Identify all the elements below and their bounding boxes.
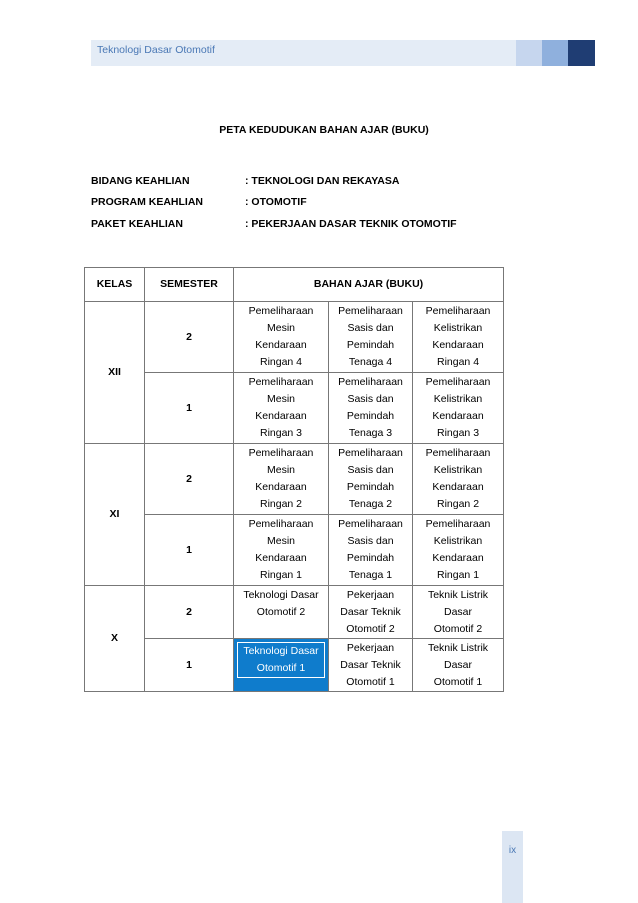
- info-label: PAKET KEAHLIAN: [91, 218, 183, 230]
- book-cell: [234, 302, 329, 373]
- table-row: [85, 515, 504, 586]
- book-cell: [413, 515, 504, 586]
- header-kelas: KELAS: [85, 268, 145, 302]
- book-cell: [234, 639, 329, 692]
- book-title-line: Ringan 3: [437, 427, 480, 439]
- table-header-row: [85, 268, 504, 302]
- info-value: : TEKNOLOGI DAN REKAYASA: [245, 175, 400, 187]
- book-title-line: Pemeliharaan: [338, 376, 403, 388]
- header-semester: SEMESTER: [145, 268, 234, 302]
- book-title-line: Pemeliharaan: [248, 447, 314, 459]
- book-title-line: Ringan 2: [437, 498, 480, 510]
- book-title-line: Ringan 4: [437, 356, 480, 368]
- book-cell: [329, 444, 413, 515]
- book-cell: [413, 373, 504, 444]
- table-row: [85, 444, 504, 515]
- book-title-line: Dasar Teknik: [340, 659, 401, 671]
- book-title-line: Otomotif 2: [346, 623, 395, 635]
- book-cell: [329, 373, 413, 444]
- info-value: : OTOMOTIF: [245, 196, 307, 208]
- book-title-line: Kendaraan: [255, 481, 307, 493]
- book-title-line: Mesin: [266, 464, 295, 476]
- book-title-line: Pemeliharaan: [248, 376, 314, 388]
- page-number: ix: [508, 845, 517, 856]
- book-cell: [234, 373, 329, 444]
- kelas-cell: X: [85, 586, 145, 692]
- book-title-line: Mesin: [266, 322, 295, 334]
- book-title-line: Otomotif 2: [256, 606, 306, 618]
- book-cell: [329, 586, 413, 639]
- book-title-line: Kendaraan: [432, 552, 484, 564]
- book-title-line: Pemindah: [346, 339, 395, 351]
- book-title-line: Mesin: [266, 393, 295, 405]
- book-title-line: Teknik Listrik: [427, 589, 489, 601]
- book-title-line: Ringan 4: [259, 356, 303, 368]
- book-cell: [329, 515, 413, 586]
- book-title-line: Kelistrikan: [433, 393, 483, 405]
- book-title-line: Otomotif 1: [256, 662, 306, 674]
- book-title-line: Pemeliharaan: [425, 376, 491, 388]
- book-cell: [329, 302, 413, 373]
- book-title-line: Kelistrikan: [433, 322, 483, 334]
- semester-cell: 2: [145, 444, 234, 515]
- book-title-line: Otomotif 2: [433, 623, 483, 635]
- book-title-line: Otomotif 1: [346, 676, 395, 688]
- book-title-line: Pemeliharaan: [338, 305, 403, 317]
- info-label: BIDANG KEAHLIAN: [91, 175, 190, 187]
- header-accent-light: [516, 40, 542, 66]
- book-title-line: Otomotif 1: [433, 676, 483, 688]
- book-cell: [234, 444, 329, 515]
- table-row: [85, 302, 504, 373]
- header-bahan-ajar: BAHAN AJAR (BUKU): [234, 268, 504, 302]
- table-row: [85, 639, 504, 692]
- table-row: [85, 586, 504, 639]
- semester-cell: 2: [145, 302, 234, 373]
- page-number-strip: [502, 831, 523, 903]
- book-title-line: Kelistrikan: [433, 464, 483, 476]
- book-cell: [329, 639, 413, 692]
- book-title-line: Pemindah: [346, 552, 395, 564]
- book-title-line: Sasis dan: [347, 535, 394, 547]
- book-title-line: Kendaraan: [255, 410, 307, 422]
- document-title: PETA KEDUDUKAN BAHAN AJAR (BUKU): [219, 124, 429, 136]
- book-title-line: Ringan 3: [259, 427, 303, 439]
- table-row: [85, 373, 504, 444]
- book-title-line: Kendaraan: [432, 481, 484, 493]
- book-title-line: Pemindah: [346, 410, 395, 422]
- info-label: PROGRAM KEAHLIAN: [91, 196, 203, 208]
- book-title-line: Teknologi Dasar: [243, 645, 319, 657]
- highlighted-selection: [237, 642, 325, 678]
- book-title-line: Sasis dan: [347, 393, 394, 405]
- book-title-line: Kendaraan: [255, 339, 307, 351]
- book-title-line: Dasar: [444, 659, 473, 671]
- book-title-line: Pemeliharaan: [338, 447, 403, 459]
- table-body: [85, 302, 504, 692]
- book-cell: [413, 302, 504, 373]
- book-title-line: Kendaraan: [432, 339, 484, 351]
- book-title-line: Pekerjaan: [346, 642, 395, 654]
- book-cell: [413, 639, 504, 692]
- book-title-line: Ringan 2: [259, 498, 303, 510]
- header-accent-mid: [542, 40, 568, 66]
- semester-cell: 1: [145, 515, 234, 586]
- book-title-line: Tenaga 1: [348, 569, 393, 581]
- book-title-line: Dasar Teknik: [340, 606, 401, 618]
- info-value: : PEKERJAAN DASAR TEKNIK OTOMOTIF: [245, 218, 457, 230]
- book-title-line: Pemeliharaan: [338, 518, 403, 530]
- book-title-line: Sasis dan: [347, 322, 394, 334]
- semester-cell: 2: [145, 586, 234, 639]
- book-title-line: Pemeliharaan: [425, 447, 491, 459]
- book-title-line: Sasis dan: [347, 464, 394, 476]
- book-title-line: Tenaga 4: [348, 356, 393, 368]
- book-title-line: Tenaga 2: [348, 498, 393, 510]
- book-title-line: Kelistrikan: [433, 535, 483, 547]
- book-cell: [413, 586, 504, 639]
- book-title-line: Tenaga 3: [348, 427, 393, 439]
- kelas-cell: XII: [85, 302, 145, 444]
- book-title-line: Pemindah: [346, 481, 395, 493]
- book-title-line: Ringan 1: [437, 569, 480, 581]
- book-title-line: Teknologi Dasar: [243, 589, 319, 601]
- book-cell: [234, 515, 329, 586]
- semester-cell: 1: [145, 373, 234, 444]
- book-title-line: Ringan 1: [259, 569, 303, 581]
- bahan-ajar-table: [84, 267, 504, 692]
- book-title-line: Pemeliharaan: [248, 518, 314, 530]
- semester-cell: 1: [145, 639, 234, 692]
- book-title-line: Kendaraan: [255, 552, 307, 564]
- book-title-line: Mesin: [266, 535, 295, 547]
- header-title: Teknologi Dasar Otomotif: [97, 44, 215, 56]
- book-cell: [413, 444, 504, 515]
- book-title-line: Kendaraan: [432, 410, 484, 422]
- header-accent-dark: [568, 40, 595, 66]
- book-title-line: Pemeliharaan: [425, 518, 491, 530]
- book-title-line: Teknik Listrik: [427, 642, 489, 654]
- book-title-line: Dasar: [444, 606, 473, 618]
- book-title-line: Pekerjaan: [346, 589, 395, 601]
- book-title-line: Pemeliharaan: [248, 305, 314, 317]
- book-cell: [234, 586, 329, 639]
- book-title-line: Pemeliharaan: [425, 305, 491, 317]
- kelas-cell: XI: [85, 444, 145, 586]
